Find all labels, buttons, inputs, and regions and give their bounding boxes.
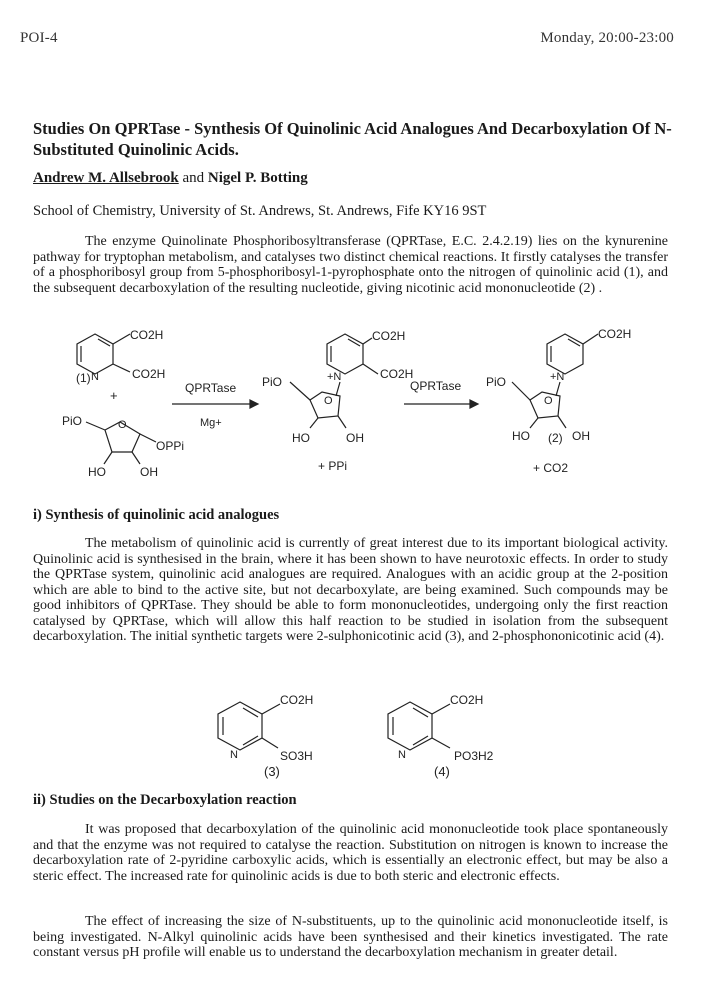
nicotinic-acid-mononucleotide-structure	[486, 327, 631, 475]
ho-label: HO	[292, 431, 310, 445]
author-second: Nigel P. Botting	[207, 170, 308, 186]
compound-1-label: (1)	[76, 371, 91, 385]
co2h-label: CO2H	[280, 693, 314, 707]
co2h-label: CO2H	[132, 367, 166, 381]
section-1-paragraph: The metabolism of quinolinic acid is currently of great interest due to its important biological activity. Quinolinic acid is synthesised in the brain, where it has been shown to have neurotoxic effects. In order to study the QPRTase system, quinolinic acid analogues are required. Analogues with an acidic group at the 2-position which are able to bind to the active site, but not decarboxylate, are being examined. Such compounds may be good inhibitors of QPRTase. They should be able to form mononucleotides, undergoing only the first reaction catalysed by QPRTase, which will allow this half reaction to be studied in isolation from the subsequent decarboxylation. The initial synthetic targets were 2-sulphonicotinic acid (3), and 2-phosphononicotinic acid (4).	[33, 536, 668, 644]
ho-label: HO	[512, 429, 530, 443]
section-2-paragraph-2: The effect of increasing the size of N-substituents, up to the quinolinic acid mononucleotide itself, is being investigated. N-Alkyl quinolinic acids have been synthesised and their kinetics investigated. The rate constant versus pH profile will enable us to understand the decarboxylation mechanism in greater detail.	[33, 914, 668, 960]
header-session-time: Monday, 20:00-23:00	[540, 30, 674, 46]
ring-oxygen-label: O	[324, 395, 333, 407]
author-conjunction: and	[182, 170, 205, 186]
po3h2-label: PO3H2	[454, 749, 494, 763]
ring-oxygen-label: O	[544, 395, 553, 407]
co2h-label: CO2H	[450, 693, 484, 707]
ppi-byproduct: + PPi	[318, 459, 348, 473]
phosphate-label: PiO	[62, 414, 83, 428]
oh-label: OH	[572, 429, 590, 443]
analogue-structures	[0, 682, 704, 782]
co2h-label: CO2H	[598, 327, 632, 341]
compound-2-label: (2)	[548, 431, 563, 445]
nitrogen-label: N	[398, 749, 406, 761]
phosphate-label: PiO	[262, 375, 283, 389]
section-2-heading: ii) Studies on the Decarboxylation reaction	[33, 792, 297, 808]
n-plus-label: +N	[327, 371, 342, 383]
intro-paragraph: The enzyme Quinolinate Phosphoribosyltransferase (QPRTase, E.C. 2.4.2.19) lies on the kynurenine pathway for tryptophan metabolism, and catalyses two distinct chemical reactions. It firstly catalyses the transfer of a phosphoribosyl group from 5-phosphoribosyl-1-pyrophosphate onto the nitrogen of quinolinic acid (1), and the subsequent decarboxylation of the resulting nucleotide, giving nicotinic acid mononucleotide (2) .	[33, 234, 668, 296]
reaction-scheme	[0, 320, 704, 480]
arrow2-enzyme-label: QPRTase	[410, 379, 462, 393]
co2h-label: CO2H	[130, 328, 164, 342]
prpp-structure	[62, 414, 184, 479]
co2-byproduct: + CO2	[533, 461, 569, 475]
so3h-label: SO3H	[280, 749, 313, 763]
phosphate-label: PiO	[486, 375, 507, 389]
arrow1-enzyme-label: QPRTase	[185, 381, 237, 395]
header-session-code: POI-4	[20, 30, 58, 46]
ho-label: HO	[88, 465, 106, 479]
plus-sign: +	[110, 388, 118, 403]
paper-title: Studies On QPRTase - Synthesis Of Quinolinic Acid Analogues And Decarboxylation Of N-Substituted Quinolinic Acids.	[33, 119, 672, 159]
co2h-label: CO2H	[380, 367, 414, 381]
intermediate-structure	[262, 329, 413, 473]
oh-label: OH	[140, 465, 158, 479]
affiliation: School of Chemistry, University of St. Andrews, St. Andrews, Fife KY16 9ST	[33, 203, 487, 219]
author-first: Andrew M. Allsebrook	[33, 170, 179, 186]
quinolinic-acid-structure	[76, 328, 165, 385]
co2h-label: CO2H	[372, 329, 406, 343]
n-plus-label: +N	[550, 371, 565, 383]
opp-label: OPPi	[156, 439, 185, 453]
compound-3-label: (3)	[264, 764, 280, 779]
section-1-heading: i) Synthesis of quinolinic acid analogues	[33, 507, 280, 523]
compound-4-label: (4)	[434, 764, 450, 779]
nitrogen-label: N	[230, 749, 238, 761]
author-line	[33, 170, 308, 187]
compound-3-structure	[218, 693, 313, 779]
section-2-paragraph-1: It was proposed that decarboxylation of the quinolinic acid mononucleotide took place spontaneously and that the enzyme was not required to catalyse the reaction. Substitution on nitrogen is known to increase the decarboxylation rate of 2-pyridine carboxylic acids, which is essentially an electronic effect, but may be also a steric effect. The increased rate for quinolinic acids is due to both steric and electronic effects.	[33, 822, 668, 884]
oh-label: OH	[346, 431, 364, 445]
ring-oxygen-label: O	[118, 419, 127, 431]
arrow1-cofactor-label: Mg+	[200, 417, 222, 429]
nitrogen-label: N	[91, 371, 99, 383]
compound-4-structure	[388, 693, 494, 779]
